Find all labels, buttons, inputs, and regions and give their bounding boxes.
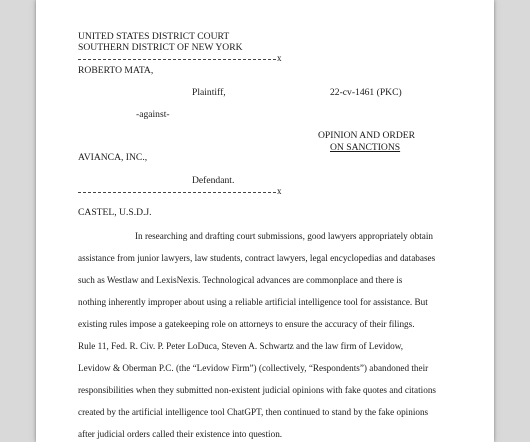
body-line: nothing inherently improper about using a reliable artificial intelligence tool for assistance. But <box>78 297 428 307</box>
body-line: existing rules impose a gatekeeping role on attorneys to ensure the accuracy of their filings. <box>78 319 415 329</box>
court-district: SOUTHERN DISTRICT OF NEW YORK <box>78 42 243 53</box>
body-line: after judicial orders called their existence into question. <box>78 429 283 439</box>
body-line: In researching and drafting court submissions, good lawyers appropriately obtain <box>135 231 434 241</box>
caption-rule-bottom-x: x <box>277 186 282 196</box>
body-line: created by the artificial intelligence tool ChatGPT, then continued to stand by the fake opinions <box>78 407 429 417</box>
document-title: OPINION AND ORDER <box>318 130 416 141</box>
plaintiff-name: ROBERTO MATA, <box>78 65 154 76</box>
judge-name: CASTEL, U.S.D.J. <box>78 207 152 218</box>
document-subtitle: ON SANCTIONS <box>330 142 401 153</box>
case-number: 22-cv-1461 (PKC) <box>330 87 402 98</box>
body-line: responsibilities when they submitted non-existent judicial opinions with fake quotes and citations <box>78 385 436 395</box>
plaintiff-role: Plaintiff, <box>192 87 226 98</box>
court-name: UNITED STATES DISTRICT COURT <box>78 31 230 42</box>
caption-rule-top <box>78 59 276 60</box>
defendant-name: AVIANCA, INC., <box>78 152 148 163</box>
body-line: Rule 11, Fed. R. Civ. P. Peter LoDuca, Steven A. Schwartz and the law firm of Levidow, <box>78 341 404 351</box>
caption-rule-top-x: x <box>277 53 282 63</box>
body-line: such as Westlaw and LexisNexis. Technological advances are commonplace and there is <box>78 275 403 285</box>
against-label: -against- <box>136 109 170 120</box>
body-line: Levidow & Oberman P.C. (the “Levidow Firm”) (collectively, “Respondents”) abandoned their <box>78 363 429 373</box>
document-page <box>36 0 494 442</box>
caption-rule-bottom <box>78 192 276 193</box>
body-line: assistance from junior lawyers, law students, contract lawyers, legal encyclopedias and databases <box>78 253 436 263</box>
defendant-role: Defendant. <box>192 175 235 186</box>
